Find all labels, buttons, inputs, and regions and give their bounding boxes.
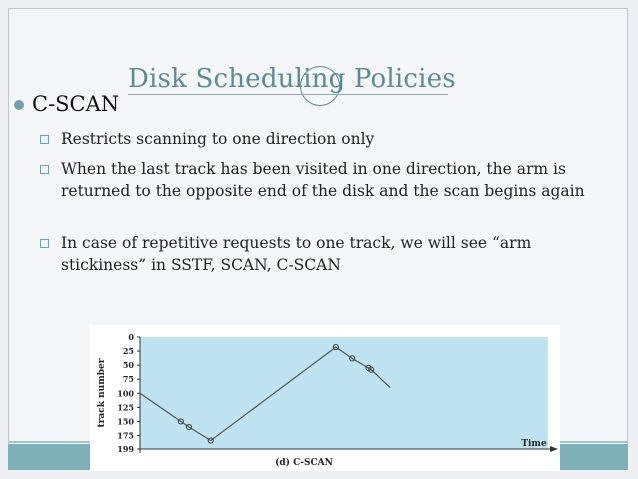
sub-bullet-text: In case of repetitive requests to one track, we will see “arm stickiness” in SSTF, SCAN, C-SCAN (61, 234, 532, 274)
title-rule (128, 94, 448, 95)
y-tick-label: 25 (122, 346, 134, 357)
y-tick-label: 199 (117, 444, 134, 454)
x-axis-arrow (550, 446, 558, 452)
y-tick-label: 125 (117, 402, 134, 413)
y-axis-label: track number (97, 358, 107, 428)
square-bullet-icon (40, 165, 49, 174)
bullet-c-scan (14, 92, 119, 116)
y-tick-label: 50 (122, 360, 134, 371)
square-bullet-icon (40, 135, 49, 144)
chart-caption: (d) C-SCAN (275, 458, 333, 468)
plot-area (140, 337, 548, 449)
sub-bullet-1 (40, 128, 620, 150)
y-tick-label: 150 (117, 416, 134, 427)
sub-bullet-3 (40, 232, 620, 276)
bullet-dot-icon (14, 100, 24, 110)
x-axis-label: Time (521, 439, 547, 449)
square-bullet-icon (40, 239, 49, 248)
bullet-heading: C-SCAN (32, 92, 120, 116)
y-tick-label: 100 (117, 388, 134, 399)
sub-bullet-2 (40, 158, 620, 202)
title-ornament-circle (300, 66, 340, 106)
y-tick-label: 175 (117, 430, 134, 441)
sub-bullet-text: When the last track has been visited in one direction, the arm is returned to the opposite end of the disk and the scan begins again (61, 160, 585, 200)
y-tick-label: 75 (122, 374, 134, 385)
sub-bullet-text: Restricts scanning to one direction only (61, 130, 375, 148)
c-scan-chart (90, 325, 560, 471)
slide-title: Disk Scheduling Policies (128, 64, 456, 94)
y-tick-label: 0 (128, 332, 134, 342)
chart-svg (90, 325, 560, 471)
